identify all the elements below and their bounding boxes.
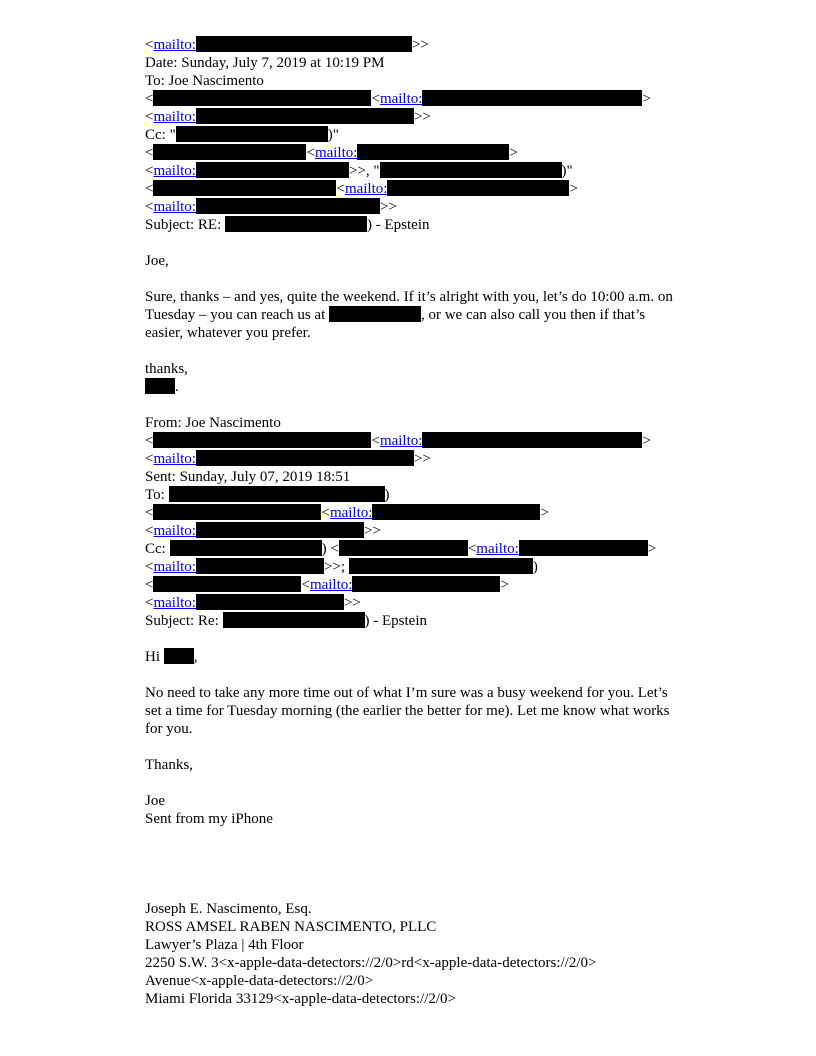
redaction	[329, 306, 421, 322]
header-line: <mailto: >>, " )"	[145, 163, 573, 179]
signature-plaza: Lawyer’s Plaza | 4th Floor	[145, 937, 304, 953]
redaction	[387, 180, 569, 196]
redaction	[170, 540, 322, 556]
redaction	[422, 432, 642, 448]
mailto-link[interactable]: mailto:	[329, 505, 373, 521]
header-line: < <mailto: >	[145, 181, 578, 197]
signature-address-line: Miami Florida 33129<x-apple-data-detectors://2/0>	[145, 991, 457, 1007]
mailto-link[interactable]: mailto:	[309, 577, 353, 593]
signoff: Thanks,	[145, 757, 193, 773]
mailto-link[interactable]: mailto:	[153, 37, 196, 53]
redaction	[176, 126, 328, 142]
header-line: <mailto: >>	[145, 109, 431, 125]
to-line: To: Joe Nascimento	[145, 73, 264, 89]
signature-firm: ROSS AMSEL RABEN NASCIMENTO, PLLC	[145, 919, 437, 935]
redaction	[196, 162, 349, 178]
message-body: No need to take any more time out of what I’m sure was a busy weekend for you. Let’s set a time for Tuesday morning (the earlier the better for me). Let me know what works for you.	[145, 685, 670, 737]
redaction	[164, 648, 194, 664]
cc-line: Cc: ) < <mailto: >	[145, 541, 657, 557]
redaction	[357, 144, 509, 160]
redaction	[223, 612, 365, 628]
signoff: thanks,	[145, 361, 188, 377]
sent-from-line: Sent from my iPhone	[145, 811, 273, 827]
redaction	[196, 108, 414, 124]
from-line: From: Joe Nascimento	[145, 415, 281, 431]
header-line: < <mailto: >	[145, 505, 549, 521]
redaction	[196, 36, 412, 52]
mailto-link[interactable]: mailto:	[344, 181, 388, 197]
mailto-link[interactable]: mailto:	[153, 109, 196, 125]
subject-line: Subject: RE: ) - Epstein	[145, 217, 430, 233]
header-line: <mailto: >>	[145, 199, 397, 215]
header-line: <mailto: >>	[145, 523, 381, 539]
subject-line: Subject: Re: ) - Epstein	[145, 613, 427, 629]
redaction	[339, 540, 468, 556]
header-line: < <mailto: >	[145, 145, 518, 161]
redaction	[153, 90, 371, 106]
header-line: < <mailto: >	[145, 577, 509, 593]
date-line: Date: Sunday, July 7, 2019 at 10:19 PM	[145, 55, 385, 71]
redaction	[225, 216, 367, 232]
redaction	[422, 90, 642, 106]
mailto-link[interactable]: mailto:	[379, 91, 423, 107]
mailto-link[interactable]: mailto:	[314, 145, 358, 161]
redaction	[196, 450, 414, 466]
header-line: <mailto: >>	[145, 451, 431, 467]
mailto-link[interactable]: mailto:	[153, 559, 196, 575]
to-line: To: )	[145, 487, 390, 503]
sent-line: Sent: Sunday, July 07, 2019 18:51	[145, 469, 351, 485]
mailto-link[interactable]: mailto:	[379, 433, 423, 449]
header-line: <mailto: >>	[145, 37, 429, 53]
header-line: <mailto: >>; )	[145, 559, 538, 575]
mailto-link[interactable]: mailto:	[476, 541, 519, 557]
mailto-link[interactable]: mailto:	[153, 523, 196, 539]
signer: .	[145, 378, 685, 396]
redaction	[153, 576, 301, 592]
redaction	[145, 378, 175, 394]
redaction	[519, 540, 648, 556]
mailto-link[interactable]: mailto:	[153, 163, 196, 179]
redaction	[352, 576, 500, 592]
signature-name: Joseph E. Nascimento, Esq.	[145, 901, 312, 917]
redaction	[196, 522, 364, 538]
redaction	[153, 432, 371, 448]
signature-address-line: Avenue<x-apple-data-detectors://2/0>	[145, 973, 374, 989]
redaction	[153, 180, 336, 196]
redaction	[372, 504, 540, 520]
mailto-link[interactable]: mailto:	[153, 451, 196, 467]
redaction	[196, 594, 344, 610]
redaction	[196, 198, 380, 214]
message-body: Sure, thanks – and yes, quite the weekend. If it’s alright with you, let’s do 10:00 a.m. on Tuesday – you can reach us at , or we can also call you then if that’s easier, whatever you prefer.	[145, 289, 673, 341]
cc-line: Cc: " )"	[145, 127, 339, 143]
redaction	[169, 486, 385, 502]
mailto-link[interactable]: mailto:	[153, 595, 196, 611]
redaction	[153, 144, 306, 160]
greeting: Hi ,	[145, 649, 198, 665]
signature-address-line: 2250 S.W. 3<x-apple-data-detectors://2/0>rd<x-apple-data-detectors://2/0>	[145, 955, 597, 971]
greeting: Joe,	[145, 253, 169, 269]
signer-name: Joe	[145, 793, 165, 809]
header-line: < <mailto: >	[145, 91, 651, 107]
header-line: < <mailto: >	[145, 433, 651, 449]
redaction	[153, 504, 321, 520]
redaction	[380, 162, 562, 178]
redaction	[349, 558, 533, 574]
email-document	[145, 36, 685, 1008]
redaction	[196, 558, 324, 574]
header-line: <mailto: >>	[145, 595, 361, 611]
mailto-link[interactable]: mailto:	[153, 199, 196, 215]
